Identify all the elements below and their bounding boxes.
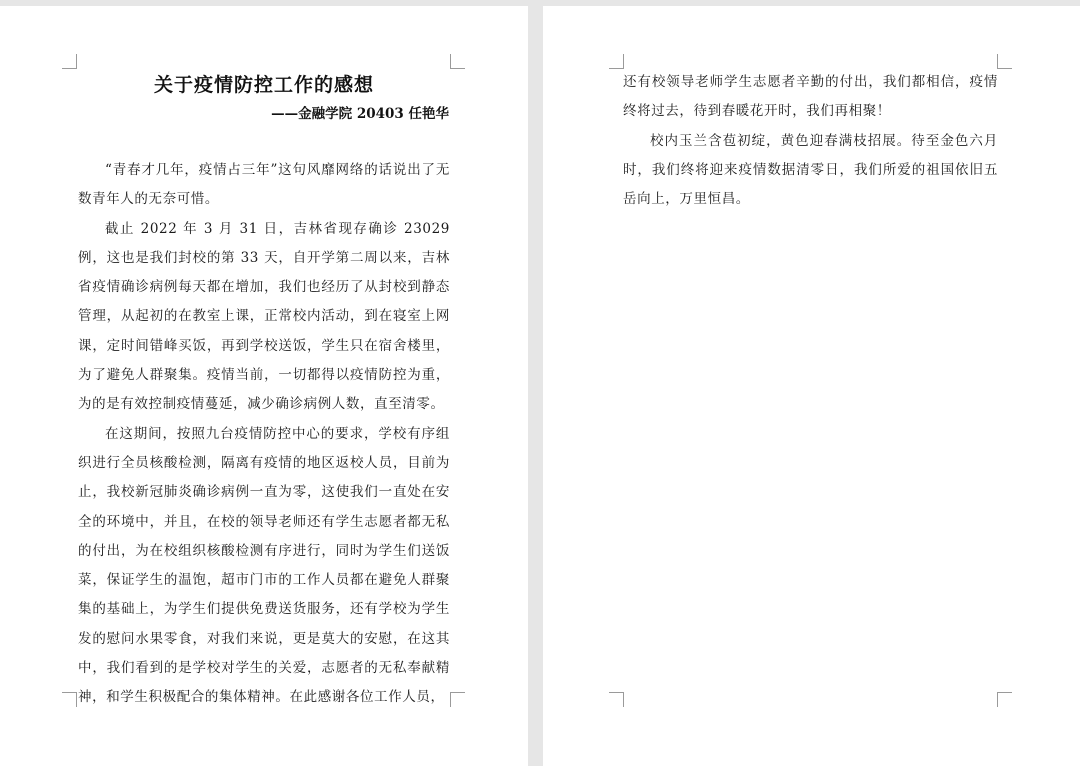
margin-corner-bottom-left <box>609 692 624 707</box>
page-1-body[interactable] <box>78 156 450 713</box>
document-title: 关于疫情防控工作的感想 <box>153 74 374 96</box>
margin-corner-bottom-left <box>62 692 77 707</box>
page-2-body[interactable] <box>623 68 998 214</box>
margin-corner-bottom-right <box>997 692 1012 707</box>
paragraph: 在这期间，按照九台疫情防控中心的要求，学校有序组织进行全员核酸检测，隔离有疫情的地区返校人员，目前为止，我校新冠肺炎确诊病例一直为零，这使我们一直处在安全的环境中，并且，在校的领导老师还有学生志愿者都无私的付出，为在校组织核酸检测有序进行，同时为学生们送饭菜，保证学生的温饱，超市门市的工作人员都在避免人群聚集的基础上，为学生们提供免费送货服务，还有学校为学生发的慰问水果零食，对我们来说，更是莫大的安慰，在这其中，我们看到的是学校对学生的关爱，志愿者的无私奉献精神，和学生积极配合的集体精神。在此感谢各位工作人员， <box>78 425 450 706</box>
author-line: ——金融学院 20403 任艳华 <box>271 106 449 122</box>
document-page-1[interactable] <box>0 6 528 766</box>
margin-corner-top-right <box>450 54 465 69</box>
paragraph: 截止 2022 年 3 月 31 日，吉林省现存确诊 23029 例，这也是我们封校的第 33 天，自开学第二周以来，吉林省疫情确诊病例每天都在增加，我们也经历了从封校到静态管理，从起初的在教室上课，正常校内活动，到在寝室上网课，定时间错峰买饭，再到学校送饭，学生只在宿舍楼里，为了避免人群聚集。疫情当前，一切都得以疫情防控为重，为的是有效控制疫情蔓延，减少确诊病例人数，直至清零。 <box>78 220 450 413</box>
margin-corner-top-left <box>609 54 624 69</box>
paragraph: “青春才几年，疫情占三年”这句风靡网络的话说出了无数青年人的无奈可惜。 <box>78 162 450 208</box>
paragraph: 还有校领导老师学生志愿者辛勤的付出，我们都相信，疫情终将过去，待到春暖花开时，我们再相聚！ <box>623 74 998 120</box>
margin-corner-top-right <box>997 54 1012 69</box>
margin-corner-top-left <box>62 54 77 69</box>
margin-corner-bottom-right <box>450 692 465 707</box>
paragraph: 校内玉兰含苞初绽，黄色迎春满枝招展。待至金色六月时，我们终将迎来疫情数据清零日，我们所爱的祖国依旧五岳向上，万里恒昌。 <box>623 132 998 208</box>
document-page-2[interactable] <box>543 6 1080 766</box>
